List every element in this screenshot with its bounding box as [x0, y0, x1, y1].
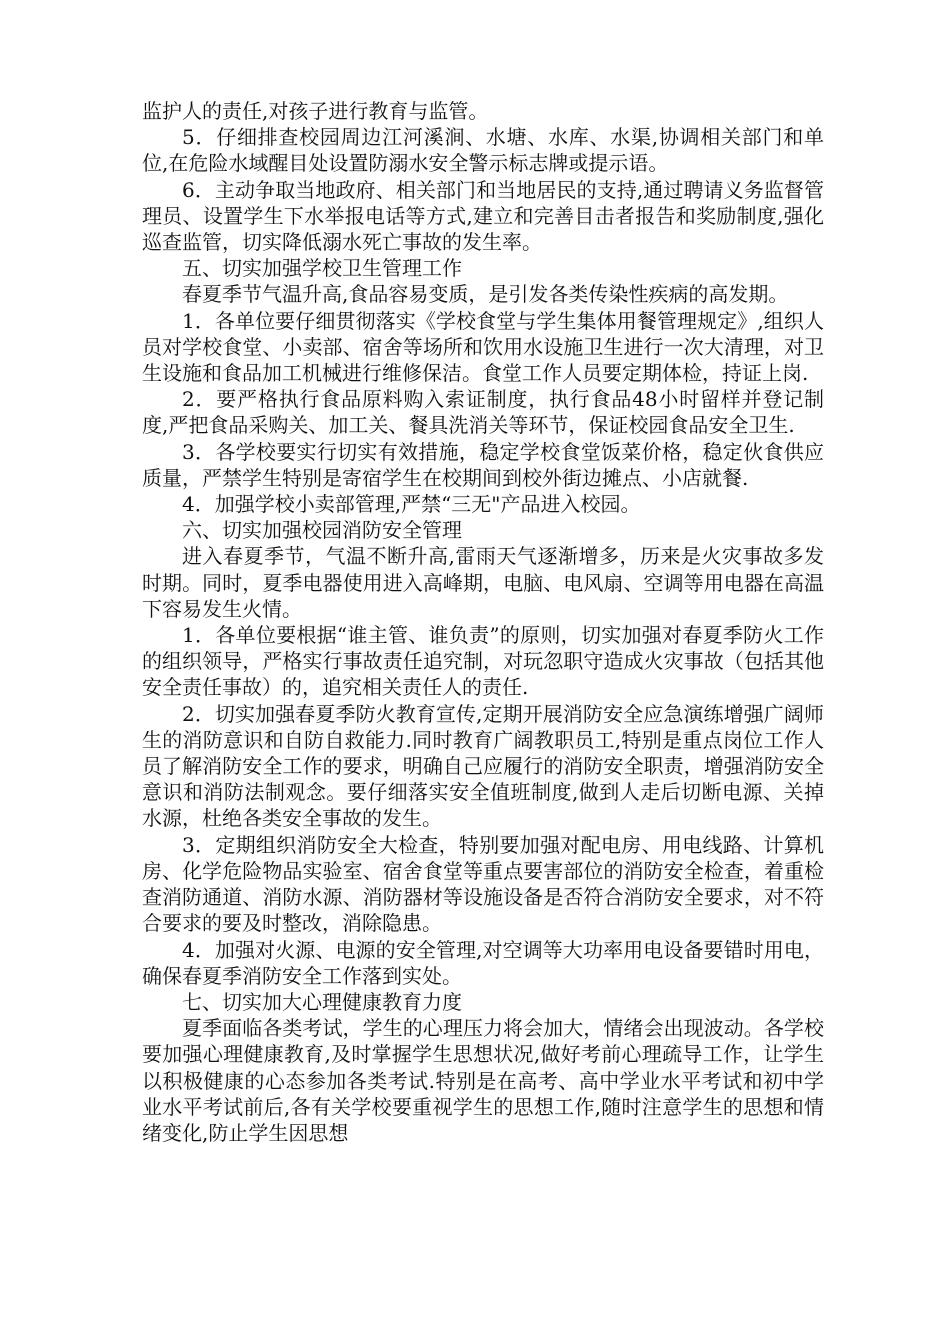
paragraph-5-item-4: 4．加强学校小卖部管理,严禁“三无"产品进入校园。	[182, 492, 641, 517]
paragraph-6-item-3: 3．定期组织消防安全大检查，特别要加强对配电房、用电线路、计算机房、化学危险物品实验室、宿舍食堂等重点要害部位的消防安全检查，着重检查消防通道、消防水源、消防器材等设施设备是否符合消防安全要求，对不符合要求的要及时整改，消除隐患。	[142, 832, 824, 936]
paragraph-intro-6: 进入春夏季节，气温不断升高,雷雨天气逐渐增多，历来是火灾事故多发时期。同时，夏季电器使用进入高峰期，电脑、电风扇、空调等用电器在高温下容易发生火情。	[142, 544, 824, 621]
paragraph-6-item-4: 4．加强对火源、电源的安全管理,对空调等大功率用电设备要错时用电，确保春夏季消防安全工作落到实处。	[142, 937, 824, 988]
paragraph-5-item-3: 3．各学校要实行切实有效措施，稳定学校食堂饭菜价格，稳定伙食供应质量，严禁学生特别是寄宿学生在校期间到校外街边摊点、小店就餐.	[142, 439, 824, 490]
section-heading-6: 六、切实加强校园消防安全管理	[182, 518, 462, 543]
paragraph-continuation: 监护人的责任,对孩子进行教育与监管。	[142, 99, 489, 123]
section-heading-7: 七、切实加大心理健康教育力度	[182, 989, 462, 1014]
paragraph-5-item-2: 2．要严格执行食品原料购入索证制度，执行食品48小时留样并登记制度,严把食品采购关、加工关、餐具洗消关等环节，保证校园食品安全卫生.	[142, 387, 824, 438]
paragraph-item-6: 6．主动争取当地政府、相关部门和当地居民的支持,通过聘请义务监督管理员、设置学生下水举报电话等方式,建立和完善目击者报告和奖励制度,强化巡查监管，切实降低溺水死亡事故的发生率。	[142, 177, 824, 255]
paragraph-5-item-1: 1．各单位要仔细贯彻落实《学校食堂与学生集体用餐管理规定》,组织人员对学校食堂、小卖部、宿舍等场所和饮用水设施卫生进行一次大清理，对卫生设施和食品加工机械进行维修保洁。食堂工作人员要定期体检，持证上岗.	[142, 308, 824, 386]
paragraph-item-5: 5．仔细排查校园周边江河溪涧、水塘、水库、水渠,协调相关部门和单位,在危险水域醒目处设置防溺水安全警示标志牌或提示语。	[142, 125, 824, 176]
paragraph-6-item-1: 1．各单位要根据“谁主管、谁负责”的原则，切实加强对春夏季防火工作的组织领导，严格实行事故责任追究制，对玩忽职守造成火灾事故（包括其他安全责任事故）的，追究相关责任人的责任.	[142, 623, 824, 700]
document-body	[142, 98, 824, 1146]
paragraph-6-item-2: 2．切实加强春夏季防火教育宣传,定期开展消防安全应急演练增强广阔师生的消防意识和自防自救能力.同时教育广阔教职员工,特别是重点岗位工作人员了解消防安全工作的要求，明确自己应履行的消防安全职责，增强消防安全意识和消防法制观念。要仔细落实安全值班制度,做到人走后切断电源、关掉水源，杜绝各类安全事故的发生。	[142, 701, 824, 831]
paragraph-intro-5: 春夏季节气温升高,食品容易变质，是引发各类传染性疾病的高发期。	[182, 282, 789, 307]
paragraph-intro-7: 夏季面临各类考试，学生的心理压力将会加大，情绪会出现波动。各学校要加强心理健康教育,及时掌握学生思想状况,做好考前心理疏导工作，让学生以积极健康的心态参加各类考试.特别是在高考、高中学业水平考试和初中学业水平考试前后,各有关学校要重视学生的思想工作,随时注意学生的思想和情绪变化,防止学生因思想	[142, 1016, 824, 1145]
section-heading-5: 五、切实加强学校卫生管理工作	[182, 256, 462, 281]
